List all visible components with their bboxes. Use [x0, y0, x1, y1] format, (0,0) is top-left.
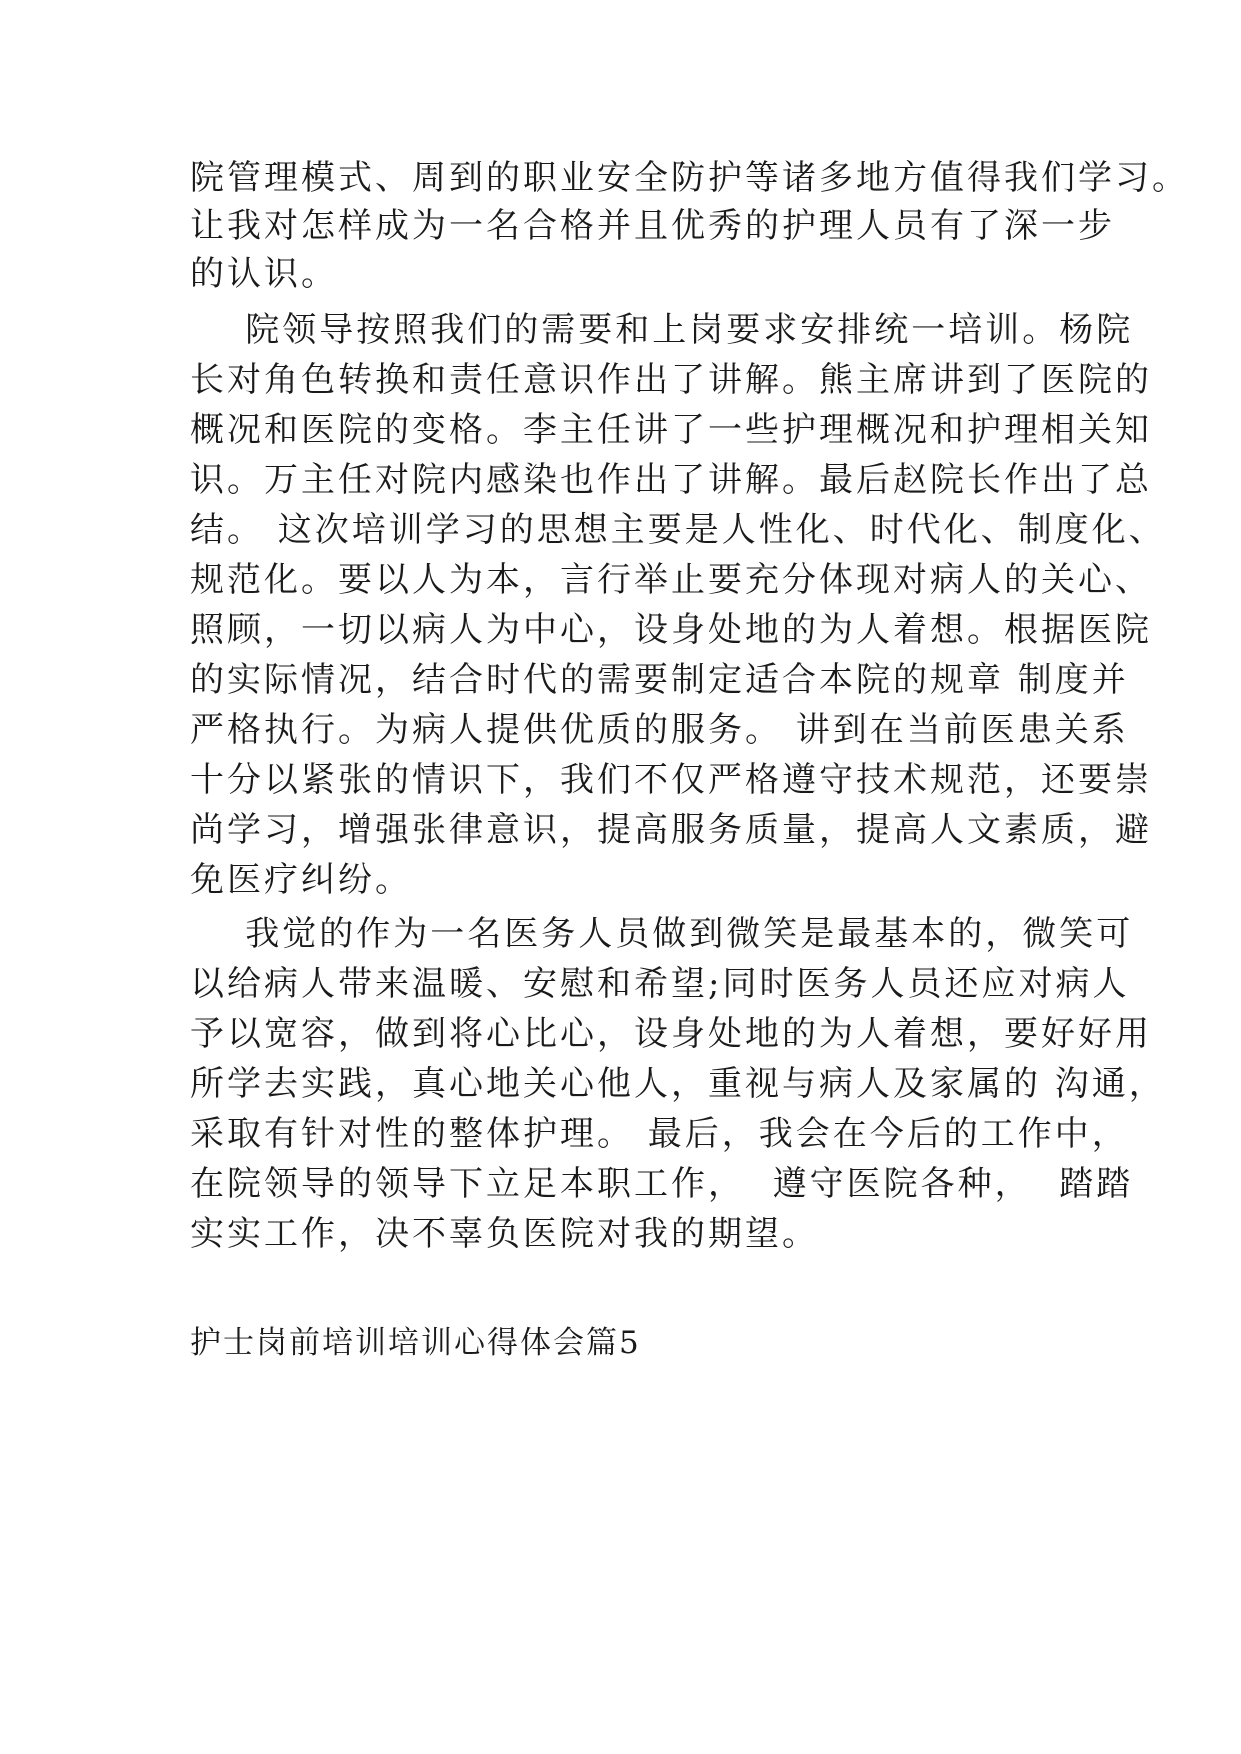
text-line: 尚学习，增强张律意识，提高服务质量，提高人文素质，避: [190, 810, 1152, 850]
text-line: 规范化。要以人为本，言行举止要充分体现对病人的关心、: [190, 560, 1152, 600]
text-line: 实实工作，决不辜负医院对我的期望。: [190, 1214, 819, 1254]
text-line: 十分以紧张的情识下，我们不仅严格遵守技术规范，还要崇: [190, 760, 1152, 800]
text-line: 院领导按照我们的需要和上岗要求安排统一培训。杨院: [190, 310, 1134, 350]
text-line: 院管理模式、周到的职业安全防护等诸多地方值得我们学习。: [190, 158, 1189, 198]
text-line: 结。 这次培训学习的思想主要是人性化、时代化、制度化、: [190, 510, 1166, 550]
section-heading: 护士岗前培训培训心得体会篇5: [190, 1325, 641, 1361]
text-line: 的实际情况，结合时代的需要制定适合本院的规章 制度并: [190, 660, 1129, 700]
text-line: 概况和医院的变格。李主任讲了一些护理概况和护理相关知: [190, 410, 1152, 450]
text-line: 照顾，一切以病人为中心，设身处地的为人着想。根据医院: [190, 610, 1152, 650]
text-line: 的认识。: [190, 254, 338, 294]
text-line: 识。万主任对院内感染也作出了讲解。最后赵院长作出了总: [190, 460, 1152, 500]
text-line: 所学去实践，真心地关心他人，重视与病人及家属的 沟通，: [190, 1064, 1166, 1104]
text-line: 采取有针对性的整体护理。 最后，我会在今后的工作中，: [190, 1114, 1129, 1154]
text-line: 我觉的作为一名医务人员做到微笑是最基本的，微笑可: [190, 914, 1134, 954]
text-line: 在院领导的领导下立足本职工作， 遵守医院各种， 踏踏: [190, 1164, 1134, 1204]
text-line: 以给病人带来温暖、安慰和希望;同时医务人员还应对病人: [190, 964, 1130, 1004]
text-line: 予以宽容，做到将心比心，设身处地的为人着想，要好好用: [190, 1014, 1152, 1054]
text-line: 让我对怎样成为一名合格并且优秀的护理人员有了深一步: [190, 206, 1115, 246]
text-line: 严格执行。为病人提供优质的服务。 讲到在当前医患关系: [190, 710, 1129, 750]
text-line: 长对角色转换和责任意识作出了讲解。熊主席讲到了医院的: [190, 360, 1152, 400]
text-line: 免医疗纠纷。: [190, 860, 412, 900]
